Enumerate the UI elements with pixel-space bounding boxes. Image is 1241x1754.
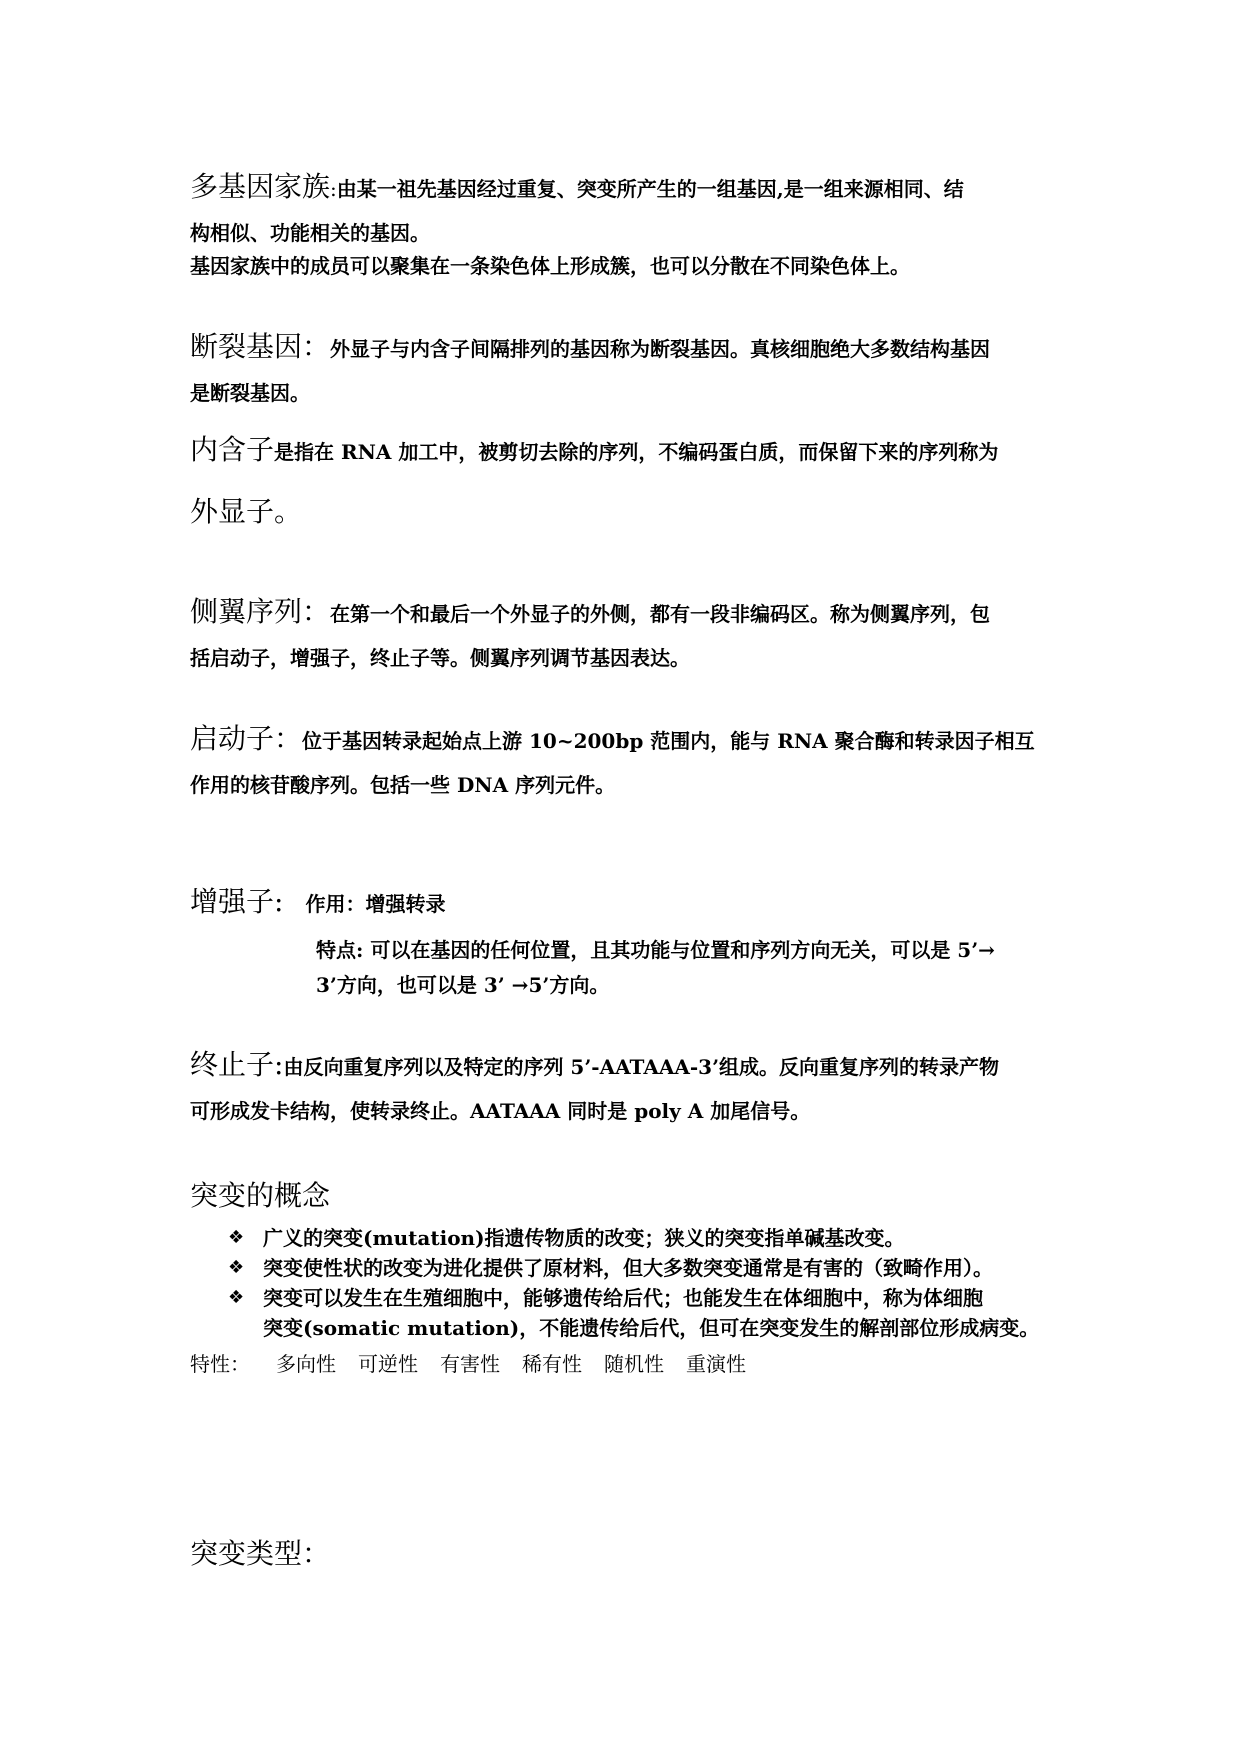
section-multigene-family — [190, 165, 1070, 279]
section-enhancer — [190, 880, 1070, 998]
definition-line: 构相似、功能相关的基因。 — [190, 221, 430, 245]
traits-label: 特性： — [190, 1352, 250, 1376]
heading-mutation-concept: 突变的概念 — [190, 1179, 331, 1212]
term-flanking-sequence: 侧翼序列 — [190, 595, 303, 628]
trait-item: 随机性 — [604, 1352, 664, 1376]
section-mutation-types — [190, 1532, 1070, 1572]
term-exon: 外显子。 — [190, 495, 303, 528]
heading-mutation-types: 突变类型 — [190, 1537, 303, 1570]
diamond-bullet-icon: ❖ — [228, 1287, 245, 1308]
definition-line: 外显子与内含子间隔排列的基因称为断裂基因。真核细胞绝大多数结构基因 — [330, 337, 991, 361]
diamond-bullet-icon: ❖ — [228, 1257, 245, 1278]
enhancer-function-line: 作用：增强转录 — [305, 892, 446, 916]
definition-line: 基因家族中的成员可以聚集在一条染色体上形成簇，也可以分散在不同染色体上。 — [190, 254, 910, 278]
definition-line: 是指在 RNA 加工中，被剪切去除的序列，不编码蛋白质，而保留下来的序列称为 — [274, 440, 999, 464]
section-mutation-concept — [190, 1174, 1070, 1214]
section-intron — [190, 428, 1070, 530]
term-promoter: 启动子 — [190, 722, 275, 755]
term-colon: ： — [274, 722, 303, 755]
enhancer-feature-line: 3’方向，也可以是 3’ →5’方向。 — [316, 973, 610, 997]
term-colon: : — [330, 177, 337, 201]
term-split-gene: 断裂基因 — [190, 330, 303, 363]
term-colon: ： — [302, 330, 331, 363]
definition-line: 在第一个和最后一个外显子的外侧，都有一段非编码区。称为侧翼序列，包 — [330, 602, 991, 626]
term-colon: : — [274, 885, 284, 918]
section-promoter — [190, 717, 1070, 798]
section-terminator — [190, 1043, 1070, 1124]
list-item: ❖ 突变可以发生在生殖细胞中，能够遗传给后代；也能发生在体细胞中，称为体细胞 — [228, 1283, 1088, 1313]
term-colon: ： — [302, 595, 331, 628]
definition-line: 由某一祖先基因经过重复、突变所产生的一组基因,是一组来源相同、结 — [336, 177, 964, 201]
mutation-bullet-list — [228, 1223, 1088, 1343]
definition-line: 由反向重复序列以及特定的序列 5’-AATAAA-3’组成。反向重复序列的转录产物 — [283, 1055, 1000, 1079]
section-flanking-sequence — [190, 590, 1070, 671]
list-item: ❖ 广义的突变(mutation)指遗传物质的改变；狭义的突变指单碱基改变。 — [228, 1223, 1088, 1253]
definition-line: 括启动子，增强子，终止子等。侧翼序列调节基因表达。 — [190, 646, 690, 670]
trait-item: 稀有性 — [522, 1352, 582, 1376]
trait-item: 可逆性 — [358, 1352, 418, 1376]
diamond-bullet-icon: ❖ — [228, 1227, 245, 1248]
term-enhancer: 增强子 — [190, 885, 275, 918]
trait-item: 重演性 — [686, 1352, 746, 1376]
term-intron: 内含子 — [190, 433, 275, 466]
definition-line: 是断裂基因。 — [190, 381, 310, 405]
trait-item: 多向性 — [276, 1352, 336, 1376]
term-colon: ： — [302, 1537, 331, 1570]
definition-line: 位于基因转录起始点上游 10~200bp 范围内，能与 RNA 聚合酶和转录因子相互 — [302, 729, 1035, 753]
term-multigene-family: 多基因家族 — [190, 170, 331, 203]
enhancer-feature-line: 特点: 可以在基因的任何位置，且其功能与位置和序列方向无关，可以是 5’→ — [316, 938, 995, 962]
definition-line: 可形成发卡结构，使转录终止。AATAAA 同时是 poly A 加尾信号。 — [190, 1099, 811, 1123]
mutation-traits — [190, 1348, 1070, 1377]
term-colon: : — [274, 1048, 284, 1081]
term-terminator: 终止子 — [190, 1048, 275, 1081]
definition-line: 作用的核苷酸序列。包括一些 DNA 序列元件。 — [190, 773, 616, 797]
section-split-gene — [190, 325, 1070, 406]
trait-item: 有害性 — [440, 1352, 500, 1376]
list-item-continuation: 突变(somatic mutation)，不能遗传给后代，但可在突变发生的解剖部位形成病变。 — [263, 1316, 1040, 1340]
list-item: ❖ 突变使性状的改变为进化提供了原材料，但大多数突变通常是有害的（致畸作用）。 — [228, 1253, 1088, 1283]
